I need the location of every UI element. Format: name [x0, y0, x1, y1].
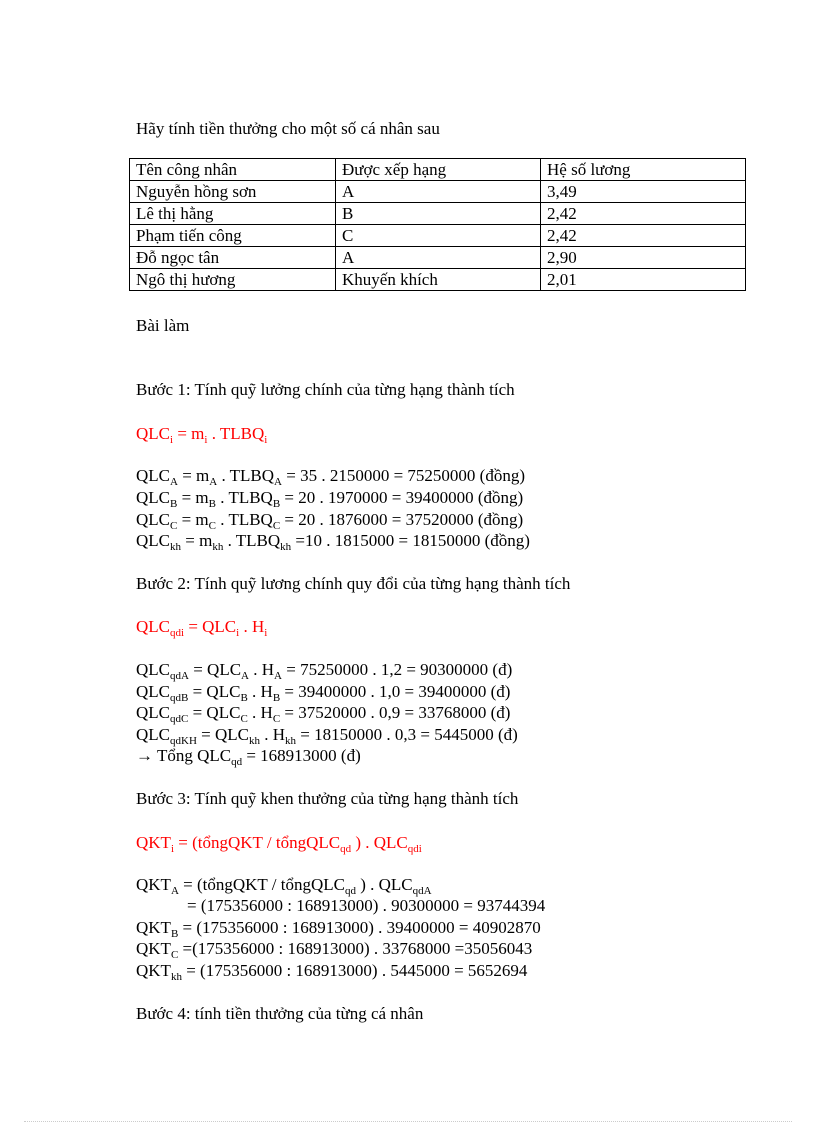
step2-title: Bước 2: Tính quỹ lương chính quy đổi của từng hạng thành tích: [136, 574, 571, 593]
table-cell: A: [336, 247, 541, 269]
step3-line-a-continued: = (175356000 : 168913000) . 90300000 = 93744394: [187, 896, 546, 915]
table-cell: 2,90: [541, 247, 746, 269]
arrow-right-icon: →: [136, 746, 153, 765]
step3-formula: $QKT_i$ = (tổngQKT / tổngQLC$_{qd}$ ) . $QLC_{qdi}$: [136, 833, 422, 855]
intro-text: Hãy tính tiền thưởng cho một số cá nhân sau: [136, 119, 440, 138]
table-cell: Lê thị hằng: [130, 203, 336, 225]
table-cell: Đỗ ngọc tân: [130, 247, 336, 269]
step4-title: Bước 4: tính tiền thưởng của từng cá nhân: [136, 1004, 424, 1023]
step1-line-a: $QLC_A = m_A$ . $TLBQ_A = 35$ . 2150000 = 75250000 (đồng): [136, 466, 525, 488]
table-cell: 3,49: [541, 181, 746, 203]
table-header: Tên công nhân: [130, 159, 336, 181]
step3-line-kh: $QKT_{kh} = (175356000$ : 168913000) . 5445000 = 5652694: [136, 961, 528, 983]
step2-line-c: $QLC_{qdC} = QLC_C$ . $H_C = 37520000$ . 0,9 = 33768000 (đ): [136, 703, 511, 725]
table-row: [130, 181, 746, 203]
table-cell: 2,42: [541, 203, 746, 225]
bai-lam-heading: Bài làm: [136, 316, 190, 335]
table-row: [130, 225, 746, 247]
table-cell: Phạm tiến công: [130, 225, 336, 247]
table-cell: Nguyễn hồng sơn: [130, 181, 336, 203]
table-cell: 2,01: [541, 269, 746, 291]
table-cell: Khuyến khích: [336, 269, 541, 291]
step1-formula: $QLC_i = m_i$ . $TLBQ_i$: [136, 424, 268, 446]
step1-line-kh: $QLC_{kh} = m_{kh}$ . $TLBQ_{kh} =10$ . 1815000 = 18150000 (đồng): [136, 531, 530, 553]
table-cell: C: [336, 225, 541, 247]
table-header: Được xếp hạng: [336, 159, 541, 181]
table-cell: A: [336, 181, 541, 203]
table-header: Hệ số lương: [541, 159, 746, 181]
step1-line-b: $QLC_B = m_B$ . $TLBQ_B = 20$ . 1970000 = 39400000 (đồng): [136, 488, 524, 510]
table-cell: B: [336, 203, 541, 225]
step2-line-kh: $QLC_{qdKH} = QLC_{kh}$ . $H_{kh} = 18150000$ . 0,3 = 5445000 (đ): [136, 725, 518, 747]
step2-line-a: $QLC_{qdA} = QLC_A$ . $H_A = 75250000$ . 1,2 = 90300000 (đ): [136, 660, 513, 682]
page-bottom-divider: [24, 1121, 792, 1122]
table-row: [130, 203, 746, 225]
worker-table: [129, 158, 746, 291]
step3-line-a: $QKT_A$ = (tổngQKT / tổngQLC$_{qd}$ ) . $QLC_{qdA}$: [136, 875, 432, 897]
table-cell: 2,42: [541, 225, 746, 247]
step1-title: Bước 1: Tính quỹ lưởng chính của từng hạng thành tích: [136, 380, 515, 399]
step3-line-b: $QKT_B = (175356000$ : 168913000) . 39400000 = 40902870: [136, 918, 541, 940]
step2-formula: $QLC_{qdi} = QLC_i$ . $H_i$: [136, 617, 268, 639]
step3-title: Bước 3: Tính quỹ khen thưởng của từng hạng thành tích: [136, 789, 519, 808]
table-row: [130, 269, 746, 291]
step2-line-b: $QLC_{qdB} = QLC_B$ . $H_B = 39400000$ . 1,0 = 39400000 (đ): [136, 682, 511, 704]
table-row: [130, 247, 746, 269]
step1-line-c: $QLC_C = m_C$ . $TLBQ_C = 20$ . 1876000 = 37520000 (đồng): [136, 510, 524, 532]
table-cell: Ngô thị hương: [130, 269, 336, 291]
table-header-row: [130, 159, 746, 181]
step2-total: → Tổng $QLC_{qd} = 168913000$ (đ): [136, 746, 361, 768]
step3-line-c: $QKT_C =(175356000$ : 168913000) . 33768000 =35056043: [136, 939, 533, 961]
